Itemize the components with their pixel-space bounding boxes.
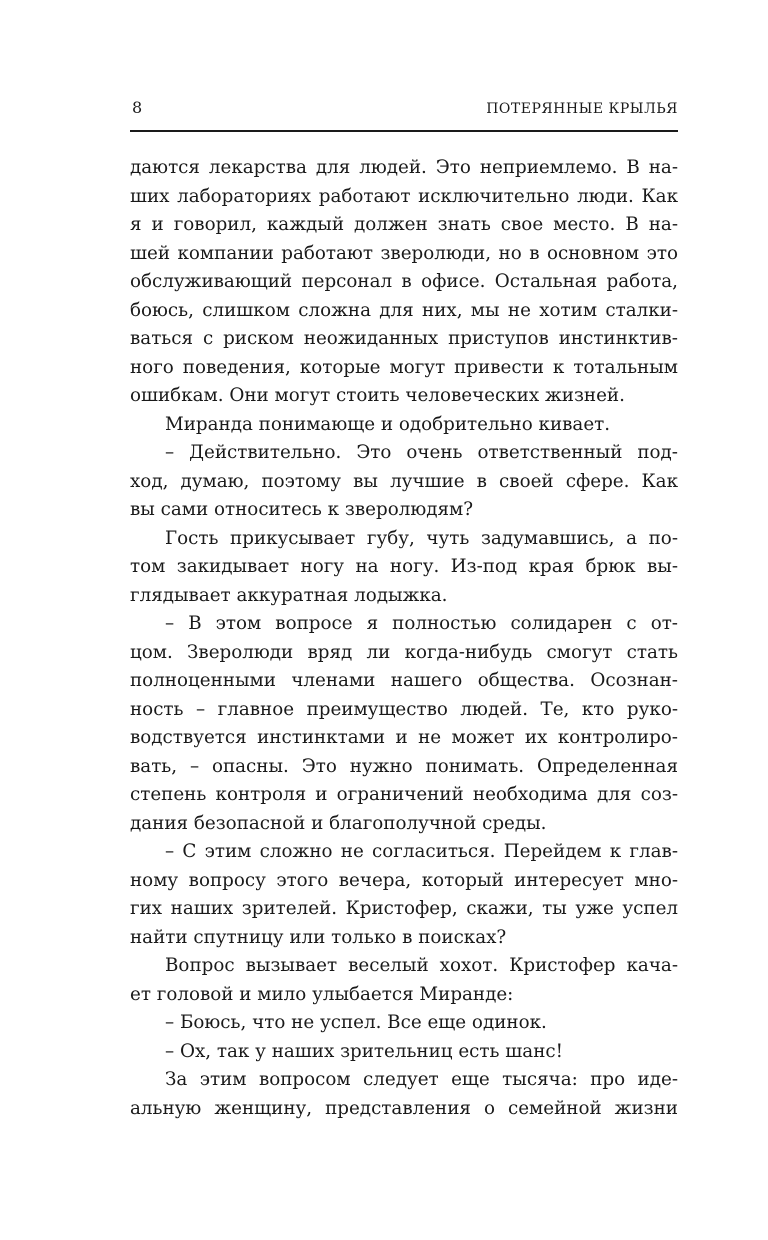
text-line: – С этим сложно не согласиться. Перейдем к глав- <box>165 841 678 862</box>
text-line: – Действительно. Это очень ответственный под- <box>165 442 678 463</box>
text-line: – Боюсь, что не успел. Все еще одинок. <box>165 1012 547 1033</box>
text-line: – Ох, так у наших зрительниц есть шанс! <box>165 1040 563 1062</box>
text-line: ность – главное преимущество людей. Те, кто руко- <box>130 698 678 720</box>
text-line: Гость прикусывает губу, чуть задумавшись, а по- <box>165 527 678 549</box>
text-line: дания безопасной и благополучной среды. <box>130 812 547 834</box>
text-line: За этим вопросом следует еще тысяча: про иде- <box>165 1069 678 1090</box>
text-line: вать, – опасны. Это нужно понимать. Определенная <box>130 755 678 777</box>
text-line: глядывает аккуратная лодыжка. <box>130 584 448 606</box>
text-line: ваться с риском неожиданных приступов инстинктив- <box>130 328 678 349</box>
text-line: боюсь, слишком сложна для них, мы не хотим сталки- <box>130 299 678 321</box>
text-line: ход, думаю, поэтому вы лучшие в своей сфере. Как <box>130 470 678 492</box>
running-title: ПОТЕРЯННЫЕ КРЫЛЬЯ <box>486 101 678 117</box>
text-line: шей компании работают зверолюди, но в основном это <box>130 242 678 264</box>
text-line: найти спутницу или только в поисках? <box>130 926 507 948</box>
text-line: Миранда понимающе и одобрительно кивает. <box>165 413 611 435</box>
text-line: водствуется инстинктами и не может их контролиро- <box>130 727 678 748</box>
page-number: 8 <box>132 98 143 117</box>
text-line: Вопрос вызывает веселый хохот. Кристофер кача- <box>165 955 678 976</box>
text-line: цом. Зверолюди вряд ли когда-нибудь смогут стать <box>130 641 678 663</box>
text-line: альную женщину, представления о семейной жизни <box>130 1097 678 1119</box>
text-line: вы сами относитесь к зверолюдям? <box>130 499 474 520</box>
text-line: полноценными членами нашего общества. Осознан- <box>130 670 678 691</box>
page-header <box>130 96 678 122</box>
text-line: степень контроля и ограничений необходима для соз- <box>130 784 678 805</box>
text-line: ет головой и мило улыбается Миранде: <box>130 983 514 1005</box>
text-line: я и говорил, каждый должен знать свое место. В на- <box>130 214 678 235</box>
text-line: ошибкам. Они могут стоить человеческих жизней. <box>130 385 625 406</box>
text-line: том закидывает ногу на ногу. Из-под края брюк вы- <box>130 556 678 577</box>
text-line: гих наших зрителей. Кристофер, скажи, ты уже успел <box>130 898 678 919</box>
body-text <box>130 154 678 1123</box>
text-line: ного поведения, которые могут привести к тотальным <box>130 356 678 378</box>
text-line: ших лабораториях работают исключительно люди. Как <box>130 185 678 207</box>
text-line: – В этом вопросе я полностью солидарен с от- <box>165 613 678 634</box>
header-rule <box>130 130 678 132</box>
text-line: ному вопросу этого вечера, который интересует мно- <box>130 869 678 891</box>
text-line: даются лекарства для людей. Это неприемлемо. В на- <box>130 157 678 178</box>
text-line: обслуживающий персонал в офисе. Остальная работа, <box>130 271 678 292</box>
